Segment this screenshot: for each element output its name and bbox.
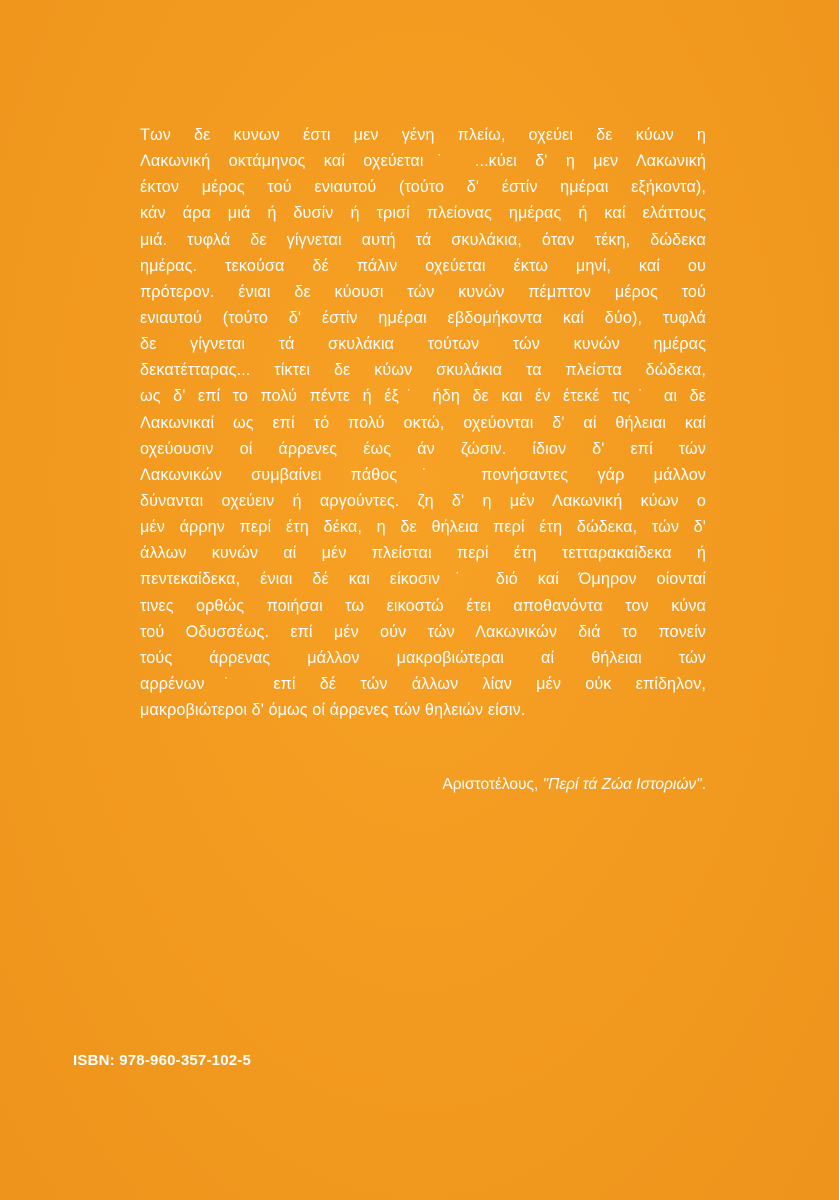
passage-line: ως δ' επί το πολύ πέντε ή έξ˙ ήδη δε και έν έτεκέ τις˙ αι δε [140,387,706,406]
passage-line: Λακωνικαί ως επί τό πολύ οκτώ, οχεύονται δ' αί θήλειαι καί [140,413,706,432]
attribution-work-title: "Περί τά Ζώα Ιστοριών" [542,776,702,793]
passage-line: δε γίγνεται τά σκυλάκια τούτων τών κυνών ημέρας [140,335,706,354]
attribution-period: . [701,776,706,793]
passage-line: μέν άρρην περί έτη δέκα, η δε θήλεια περί έτη δώδεκα, τών δ' [140,518,706,537]
passage-line: κάν άρα μιά ή δυσίν ή τρισί πλείονας ημέρας ή καί ελάττους [140,204,706,223]
attribution [380,776,706,794]
passage-line: τινες ορθώς ποιήσαι τω εικοστώ έτει αποθανόντα τον κύνα [140,596,706,615]
passage-line: Των δε κυνων έστι μεν γένη πλείω, οχεύει δε κύων η [140,126,706,144]
passage-line: αρρένων˙ επί δέ τών άλλων λίαν μέν ούκ επίδηλον, [140,674,706,693]
passage-line: οχεύουσιν οί άρρενες έως άν ζώσιν. ίδιον δ' επί τών [140,439,706,458]
passage-line: δεκατέτταρας... τίκτει δε κύων σκυλάκια τα πλείστα δώδεκα, [140,361,706,380]
passage-line: έκτον μέρος τού ενιαυτού (τούτο δ' έστίν ημέραι εξήκοντα), [140,178,706,197]
isbn-number: ISBN: 978-960-357-102-5 [73,1052,252,1069]
passage-line: μακροβιώτεροι δ' όμως οί άρρενες τών θηλειών είσιν. [140,701,526,720]
passage-line: τού Οδυσσέως. επί μέν ούν τών Λακωνικών διά το πονείν [140,622,706,641]
passage-line: μιά. τυφλά δε γίγνεται αυτή τά σκυλάκια, όταν τέκη, δώδεκα [140,230,706,249]
passage-line: δύνανται οχεύειν ή αργούντες. ζη δ' η μέν Λακωνική κύων ο [140,491,706,510]
passage-line: πρότερον. ένιαι δε κύουσι τών κυνών πέμπτον μέρος τού [140,282,706,301]
passage-line: τούς άρρενας μάλλον μακροβιώτεραι αί θήλειαι τών [140,648,706,667]
attribution-author: Αριστοτέλους, [442,776,543,793]
passage-line: άλλων κυνών αί μέν πλείσται περί έτη τετταρακαίδεκα ή [140,544,706,563]
quoted-passage [140,122,706,723]
passage-line: ημέρας. τεκούσα δέ πάλιν οχεύεται έκτω μηνί, καί ου [140,256,706,275]
passage-line: Λακωνικών συμβαίνει πάθος˙ πονήσαντες γάρ μάλλον [140,465,706,484]
passage-line: πεντεκαίδεκα, ένιαι δέ και είκοσιν˙ διό καί Όμηρον οίονταί [140,570,706,589]
passage-line: Λακωνική οκτάμηνος καί οχεύεται˙ ...κύει δ' η μεν Λακωνική [140,152,706,171]
passage-line: ενιαυτού (τούτο δ' έστίν ημέραι εβδομήκοντα καί δύο), τυφλά [140,308,706,327]
